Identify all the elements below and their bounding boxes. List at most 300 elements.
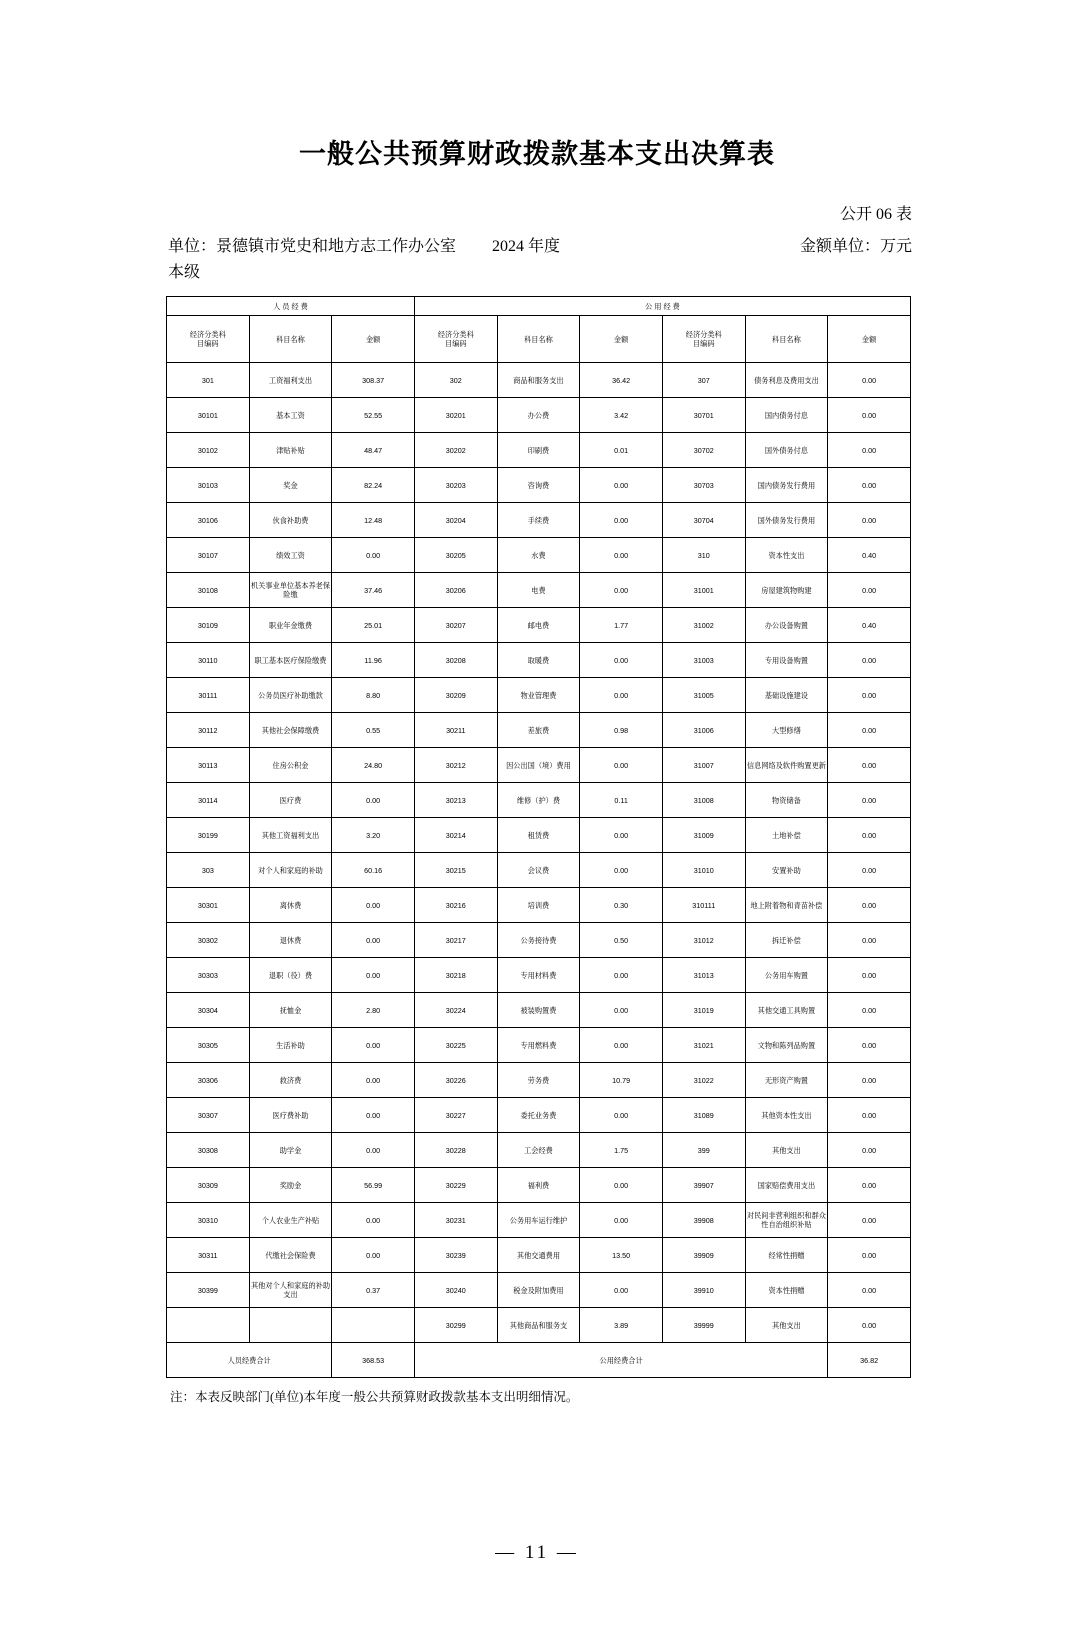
cell-name-public: 差旅费 bbox=[497, 713, 580, 748]
cell-amount-personnel: 0.55 bbox=[332, 713, 415, 748]
table-row bbox=[167, 608, 911, 643]
cell-amount-personnel: 12.48 bbox=[332, 503, 415, 538]
cell-amount-public: 0.98 bbox=[580, 713, 663, 748]
group-header-public: 公 用 经 费 bbox=[414, 297, 910, 316]
cell-name-other: 经常性捐赠 bbox=[745, 1238, 828, 1273]
cell-code-personnel: 30110 bbox=[167, 643, 250, 678]
cell-amount-public: 0.00 bbox=[580, 1203, 663, 1238]
cell-amount-other: 0.00 bbox=[828, 818, 911, 853]
cell-code-personnel: 30303 bbox=[167, 958, 250, 993]
page-number: — 11 — bbox=[495, 1542, 579, 1563]
year-label: 2024 年度 bbox=[492, 238, 561, 255]
table-row bbox=[167, 818, 911, 853]
cell-amount-other: 0.00 bbox=[828, 748, 911, 783]
cell-name-other: 其他支出 bbox=[745, 1308, 828, 1343]
cell-code-public: 30211 bbox=[414, 713, 497, 748]
cell-amount-personnel bbox=[332, 1308, 415, 1343]
cell-amount-personnel: 24.80 bbox=[332, 748, 415, 783]
cell-code-public: 302 bbox=[414, 363, 497, 398]
cell-name-public: 物业管理费 bbox=[497, 678, 580, 713]
cell-amount-other: 0.00 bbox=[828, 1238, 911, 1273]
table-row bbox=[167, 503, 911, 538]
cell-code-other: 31013 bbox=[662, 958, 745, 993]
cell-name-other: 大型修缮 bbox=[745, 713, 828, 748]
cell-name-personnel: 救济费 bbox=[249, 1063, 332, 1098]
col-header-amount-1: 金额 bbox=[332, 316, 415, 363]
cell-amount-other: 0.00 bbox=[828, 1098, 911, 1133]
cell-code-public: 30217 bbox=[414, 923, 497, 958]
cell-code-other: 30701 bbox=[662, 398, 745, 433]
cell-amount-other: 0.00 bbox=[828, 993, 911, 1028]
cell-code-personnel: 30111 bbox=[167, 678, 250, 713]
cell-amount-public: 13.50 bbox=[580, 1238, 663, 1273]
cell-code-personnel: 30102 bbox=[167, 433, 250, 468]
cell-code-public: 30226 bbox=[414, 1063, 497, 1098]
cell-name-public: 公务接待费 bbox=[497, 923, 580, 958]
table-row bbox=[167, 1168, 911, 1203]
cell-name-personnel: 基本工资 bbox=[249, 398, 332, 433]
cell-code-other: 310111 bbox=[662, 888, 745, 923]
cell-code-personnel: 30305 bbox=[167, 1028, 250, 1063]
cell-code-personnel: 30108 bbox=[167, 573, 250, 608]
cell-amount-personnel: 0.00 bbox=[332, 783, 415, 818]
cell-code-public: 30216 bbox=[414, 888, 497, 923]
cell-name-public: 专用燃料费 bbox=[497, 1028, 580, 1063]
amount-unit-label: 金额单位：万元 bbox=[799, 238, 912, 255]
cell-name-personnel: 其他对个人和家庭的补助支出 bbox=[249, 1273, 332, 1308]
cell-amount-public: 36.42 bbox=[580, 363, 663, 398]
cell-amount-other: 0.00 bbox=[828, 958, 911, 993]
cell-amount-personnel: 0.00 bbox=[332, 958, 415, 993]
cell-code-personnel: 30113 bbox=[167, 748, 250, 783]
cell-code-personnel: 30302 bbox=[167, 923, 250, 958]
cell-name-public: 商品和服务支出 bbox=[497, 363, 580, 398]
col-header-amount-2: 金额 bbox=[580, 316, 663, 363]
cell-name-other: 房屋建筑物购建 bbox=[745, 573, 828, 608]
cell-name-personnel: 退休费 bbox=[249, 923, 332, 958]
cell-amount-personnel: 11.96 bbox=[332, 643, 415, 678]
cell-name-other: 专用设备购置 bbox=[745, 643, 828, 678]
table-note: 注：本表反映部门(单位)本年度一般公共预算财政拨款基本支出明细情况。 bbox=[170, 1390, 579, 1404]
table-row bbox=[167, 363, 911, 398]
cell-name-other: 地上附着物和青苗补偿 bbox=[745, 888, 828, 923]
cell-name-other: 国内债务发行费用 bbox=[745, 468, 828, 503]
cell-code-public: 30228 bbox=[414, 1133, 497, 1168]
cell-code-personnel: 30399 bbox=[167, 1273, 250, 1308]
cell-name-public: 劳务费 bbox=[497, 1063, 580, 1098]
cell-code-public: 30201 bbox=[414, 398, 497, 433]
cell-code-personnel: 30309 bbox=[167, 1168, 250, 1203]
col-header-amount-3: 金额 bbox=[828, 316, 911, 363]
cell-amount-public: 0.01 bbox=[580, 433, 663, 468]
cell-code-public: 30202 bbox=[414, 433, 497, 468]
table-row bbox=[167, 923, 911, 958]
cell-name-public: 租赁费 bbox=[497, 818, 580, 853]
cell-amount-public: 0.00 bbox=[580, 958, 663, 993]
cell-amount-public: 0.00 bbox=[580, 993, 663, 1028]
cell-name-public: 被装购置费 bbox=[497, 993, 580, 1028]
cell-code-public: 30203 bbox=[414, 468, 497, 503]
cell-code-personnel: 30109 bbox=[167, 608, 250, 643]
cell-amount-other: 0.00 bbox=[828, 783, 911, 818]
cell-amount-other: 0.40 bbox=[828, 608, 911, 643]
cell-name-personnel: 其他社会保障缴费 bbox=[249, 713, 332, 748]
cell-code-public: 30212 bbox=[414, 748, 497, 783]
cell-name-public: 印刷费 bbox=[497, 433, 580, 468]
col-header-code-1: 经济分类科 目编码 bbox=[167, 316, 250, 363]
cell-amount-personnel: 0.00 bbox=[332, 923, 415, 958]
cell-amount-personnel: 0.00 bbox=[332, 1098, 415, 1133]
cell-code-other: 310 bbox=[662, 538, 745, 573]
cell-code-public: 30239 bbox=[414, 1238, 497, 1273]
cell-amount-other: 0.00 bbox=[828, 398, 911, 433]
cell-name-public: 咨询费 bbox=[497, 468, 580, 503]
cell-amount-other: 0.00 bbox=[828, 923, 911, 958]
cell-code-other: 399 bbox=[662, 1133, 745, 1168]
cell-code-personnel: 30311 bbox=[167, 1238, 250, 1273]
cell-amount-personnel: 0.00 bbox=[332, 1133, 415, 1168]
cell-code-public: 30214 bbox=[414, 818, 497, 853]
cell-amount-public: 0.11 bbox=[580, 783, 663, 818]
page-title: 一般公共预算财政拨款基本支出决算表 bbox=[299, 139, 775, 169]
cell-code-personnel: 30304 bbox=[167, 993, 250, 1028]
cell-name-other: 对民间非营利组织和群众性自治组织补贴 bbox=[745, 1203, 828, 1238]
cell-amount-other: 0.00 bbox=[828, 503, 911, 538]
cell-amount-public: 0.00 bbox=[580, 1028, 663, 1063]
cell-code-public: 30208 bbox=[414, 643, 497, 678]
cell-name-personnel: 伙食补助费 bbox=[249, 503, 332, 538]
cell-amount-personnel: 0.00 bbox=[332, 1203, 415, 1238]
cell-name-other: 物资储备 bbox=[745, 783, 828, 818]
cell-name-public: 邮电费 bbox=[497, 608, 580, 643]
cell-amount-other: 0.00 bbox=[828, 678, 911, 713]
cell-code-personnel: 30106 bbox=[167, 503, 250, 538]
cell-name-public: 福利费 bbox=[497, 1168, 580, 1203]
cell-code-personnel: 30306 bbox=[167, 1063, 250, 1098]
cell-code-other: 31006 bbox=[662, 713, 745, 748]
cell-name-personnel: 住房公积金 bbox=[249, 748, 332, 783]
cell-amount-public: 1.75 bbox=[580, 1133, 663, 1168]
cell-name-other: 债务利息及费用支出 bbox=[745, 363, 828, 398]
cell-code-other: 31012 bbox=[662, 923, 745, 958]
col-header-code-2: 经济分类科 目编码 bbox=[414, 316, 497, 363]
cell-code-other: 31009 bbox=[662, 818, 745, 853]
cell-amount-public: 0.50 bbox=[580, 923, 663, 958]
cell-name-public: 培训费 bbox=[497, 888, 580, 923]
cell-amount-public: 3.42 bbox=[580, 398, 663, 433]
cell-amount-personnel: 48.47 bbox=[332, 433, 415, 468]
cell-name-personnel: 抚恤金 bbox=[249, 993, 332, 1028]
cell-name-personnel: 其他工资福利支出 bbox=[249, 818, 332, 853]
table-totals-row bbox=[167, 1343, 911, 1378]
cell-name-public: 因公出国（境）费用 bbox=[497, 748, 580, 783]
table-row bbox=[167, 958, 911, 993]
cell-amount-other: 0.00 bbox=[828, 433, 911, 468]
cell-name-personnel: 公务员医疗补助缴款 bbox=[249, 678, 332, 713]
cell-name-personnel: 绩效工资 bbox=[249, 538, 332, 573]
cell-name-public: 手续费 bbox=[497, 503, 580, 538]
total-label-public: 公用经费合计 bbox=[414, 1343, 827, 1378]
cell-name-other: 拆迁补偿 bbox=[745, 923, 828, 958]
cell-code-other: 30704 bbox=[662, 503, 745, 538]
table-row bbox=[167, 993, 911, 1028]
table-row bbox=[167, 888, 911, 923]
cell-amount-public: 10.79 bbox=[580, 1063, 663, 1098]
table-row bbox=[167, 713, 911, 748]
cell-amount-public: 0.00 bbox=[580, 678, 663, 713]
cell-amount-public: 0.00 bbox=[580, 643, 663, 678]
cell-amount-public: 0.00 bbox=[580, 853, 663, 888]
sheet-number: 公开 06 表 bbox=[839, 206, 912, 223]
cell-name-other: 国内债务付息 bbox=[745, 398, 828, 433]
table-row bbox=[167, 433, 911, 468]
total-value-personnel: 368.53 bbox=[332, 1343, 415, 1378]
cell-name-other: 无形资产购置 bbox=[745, 1063, 828, 1098]
cell-amount-other: 0.00 bbox=[828, 1203, 911, 1238]
cell-amount-personnel: 56.99 bbox=[332, 1168, 415, 1203]
col-header-name-1: 科目名称 bbox=[249, 316, 332, 363]
cell-amount-personnel: 0.00 bbox=[332, 1063, 415, 1098]
cell-name-other: 国外债务发行费用 bbox=[745, 503, 828, 538]
cell-code-personnel: 303 bbox=[167, 853, 250, 888]
cell-code-other: 31019 bbox=[662, 993, 745, 1028]
table-row bbox=[167, 538, 911, 573]
cell-code-personnel: 30114 bbox=[167, 783, 250, 818]
cell-name-personnel: 个人农业生产补贴 bbox=[249, 1203, 332, 1238]
total-value-public: 36.82 bbox=[828, 1343, 911, 1378]
cell-name-public: 办公费 bbox=[497, 398, 580, 433]
cell-amount-other: 0.00 bbox=[828, 1028, 911, 1063]
cell-code-personnel: 30103 bbox=[167, 468, 250, 503]
cell-code-other: 31001 bbox=[662, 573, 745, 608]
cell-amount-other: 0.00 bbox=[828, 1133, 911, 1168]
table-row bbox=[167, 1028, 911, 1063]
cell-name-personnel: 医疗费 bbox=[249, 783, 332, 818]
cell-code-personnel: 30107 bbox=[167, 538, 250, 573]
cell-amount-personnel: 25.01 bbox=[332, 608, 415, 643]
cell-name-personnel: 奖励金 bbox=[249, 1168, 332, 1203]
cell-amount-personnel: 82.24 bbox=[332, 468, 415, 503]
cell-name-personnel: 机关事业单位基本养老保险缴 bbox=[249, 573, 332, 608]
cell-amount-public: 0.00 bbox=[580, 1273, 663, 1308]
cell-name-other: 其他交通工具购置 bbox=[745, 993, 828, 1028]
cell-code-personnel: 30199 bbox=[167, 818, 250, 853]
total-label-personnel: 人员经费合计 bbox=[167, 1343, 332, 1378]
cell-name-personnel: 退职（役）费 bbox=[249, 958, 332, 993]
table-row bbox=[167, 853, 911, 888]
cell-amount-other: 0.00 bbox=[828, 1168, 911, 1203]
cell-amount-personnel: 0.00 bbox=[332, 888, 415, 923]
unit-label: 单位：景德镇市党史和地方志工作办公室本级 bbox=[168, 238, 457, 281]
cell-amount-public: 0.30 bbox=[580, 888, 663, 923]
cell-amount-other: 0.00 bbox=[828, 573, 911, 608]
cell-amount-other: 0.40 bbox=[828, 538, 911, 573]
cell-name-public: 取暖费 bbox=[497, 643, 580, 678]
cell-name-public: 委托业务费 bbox=[497, 1098, 580, 1133]
table-row bbox=[167, 468, 911, 503]
cell-amount-public: 0.00 bbox=[580, 503, 663, 538]
cell-code-personnel: 30310 bbox=[167, 1203, 250, 1238]
table-row bbox=[167, 398, 911, 433]
cell-code-other: 31010 bbox=[662, 853, 745, 888]
cell-code-public: 30213 bbox=[414, 783, 497, 818]
table-row bbox=[167, 1203, 911, 1238]
cell-name-other: 办公设备购置 bbox=[745, 608, 828, 643]
cell-code-personnel bbox=[167, 1308, 250, 1343]
cell-name-personnel: 奖金 bbox=[249, 468, 332, 503]
cell-name-public: 公务用车运行维护 bbox=[497, 1203, 580, 1238]
cell-code-other: 31008 bbox=[662, 783, 745, 818]
cell-name-other: 国家赔偿费用支出 bbox=[745, 1168, 828, 1203]
cell-amount-public: 0.00 bbox=[580, 818, 663, 853]
cell-amount-public: 1.77 bbox=[580, 608, 663, 643]
cell-code-other: 39910 bbox=[662, 1273, 745, 1308]
cell-name-other: 安置补助 bbox=[745, 853, 828, 888]
cell-name-public: 电费 bbox=[497, 573, 580, 608]
table-row bbox=[167, 1238, 911, 1273]
cell-code-public: 30231 bbox=[414, 1203, 497, 1238]
cell-name-public: 专用材料费 bbox=[497, 958, 580, 993]
cell-amount-personnel: 0.00 bbox=[332, 1028, 415, 1063]
cell-name-personnel: 代缴社会保险费 bbox=[249, 1238, 332, 1273]
cell-name-public: 会议费 bbox=[497, 853, 580, 888]
cell-code-personnel: 30301 bbox=[167, 888, 250, 923]
cell-name-other: 文物和陈列品购置 bbox=[745, 1028, 828, 1063]
cell-name-other: 资本性支出 bbox=[745, 538, 828, 573]
cell-amount-other: 0.00 bbox=[828, 713, 911, 748]
cell-name-other: 国外债务付息 bbox=[745, 433, 828, 468]
cell-code-other: 39908 bbox=[662, 1203, 745, 1238]
group-header-personnel: 人 员 经 费 bbox=[167, 297, 415, 316]
col-header-name-2: 科目名称 bbox=[497, 316, 580, 363]
cell-code-public: 30215 bbox=[414, 853, 497, 888]
cell-code-public: 30207 bbox=[414, 608, 497, 643]
table-row bbox=[167, 678, 911, 713]
cell-name-other: 公务用车购置 bbox=[745, 958, 828, 993]
cell-code-public: 30227 bbox=[414, 1098, 497, 1133]
cell-amount-public: 0.00 bbox=[580, 1098, 663, 1133]
cell-name-personnel: 生活补助 bbox=[249, 1028, 332, 1063]
cell-amount-public: 0.00 bbox=[580, 1168, 663, 1203]
col-header-code-3: 经济分类科 目编码 bbox=[662, 316, 745, 363]
cell-amount-personnel: 308.37 bbox=[332, 363, 415, 398]
table-row bbox=[167, 1273, 911, 1308]
cell-name-personnel: 职工基本医疗保险缴费 bbox=[249, 643, 332, 678]
cell-name-public: 维修（护）费 bbox=[497, 783, 580, 818]
cell-name-personnel bbox=[249, 1308, 332, 1343]
cell-amount-other: 0.00 bbox=[828, 1273, 911, 1308]
cell-code-public: 30205 bbox=[414, 538, 497, 573]
cell-code-public: 30204 bbox=[414, 503, 497, 538]
cell-amount-personnel: 0.00 bbox=[332, 1238, 415, 1273]
cell-code-public: 30218 bbox=[414, 958, 497, 993]
cell-code-other: 31089 bbox=[662, 1098, 745, 1133]
table-row bbox=[167, 783, 911, 818]
cell-amount-public: 0.00 bbox=[580, 573, 663, 608]
cell-amount-personnel: 2.80 bbox=[332, 993, 415, 1028]
cell-code-other: 30702 bbox=[662, 433, 745, 468]
cell-name-personnel: 离休费 bbox=[249, 888, 332, 923]
cell-amount-personnel: 0.00 bbox=[332, 538, 415, 573]
document-page bbox=[0, 132, 1074, 1652]
col-header-name-3: 科目名称 bbox=[745, 316, 828, 363]
cell-name-personnel: 津贴补贴 bbox=[249, 433, 332, 468]
cell-code-public: 30224 bbox=[414, 993, 497, 1028]
cell-name-other: 其他支出 bbox=[745, 1133, 828, 1168]
cell-name-personnel: 职业年金缴费 bbox=[249, 608, 332, 643]
table-row bbox=[167, 643, 911, 678]
cell-code-other: 31022 bbox=[662, 1063, 745, 1098]
cell-amount-public: 3.89 bbox=[580, 1308, 663, 1343]
cell-amount-other: 0.00 bbox=[828, 853, 911, 888]
cell-code-personnel: 30101 bbox=[167, 398, 250, 433]
meta-row bbox=[0, 234, 1074, 292]
cell-code-other: 39907 bbox=[662, 1168, 745, 1203]
cell-amount-other: 0.00 bbox=[828, 468, 911, 503]
cell-code-public: 30209 bbox=[414, 678, 497, 713]
table-row bbox=[167, 1308, 911, 1343]
cell-name-personnel: 医疗费补助 bbox=[249, 1098, 332, 1133]
cell-code-other: 307 bbox=[662, 363, 745, 398]
cell-name-other: 基础设施建设 bbox=[745, 678, 828, 713]
cell-name-other: 土地补偿 bbox=[745, 818, 828, 853]
cell-code-personnel: 301 bbox=[167, 363, 250, 398]
cell-name-public: 水费 bbox=[497, 538, 580, 573]
table-group-header-row bbox=[167, 297, 911, 316]
cell-amount-personnel: 52.55 bbox=[332, 398, 415, 433]
table-column-header-row bbox=[167, 316, 911, 363]
cell-code-other: 39999 bbox=[662, 1308, 745, 1343]
cell-code-public: 30299 bbox=[414, 1308, 497, 1343]
cell-name-other: 资本性捐赠 bbox=[745, 1273, 828, 1308]
cell-amount-other: 0.00 bbox=[828, 1308, 911, 1343]
cell-name-public: 税金及附加费用 bbox=[497, 1273, 580, 1308]
cell-code-other: 31007 bbox=[662, 748, 745, 783]
cell-amount-other: 0.00 bbox=[828, 888, 911, 923]
cell-name-public: 其他交通费用 bbox=[497, 1238, 580, 1273]
cell-code-other: 31005 bbox=[662, 678, 745, 713]
cell-name-personnel: 对个人和家庭的补助 bbox=[249, 853, 332, 888]
cell-name-public: 工会经费 bbox=[497, 1133, 580, 1168]
cell-code-other: 39909 bbox=[662, 1238, 745, 1273]
cell-code-personnel: 30112 bbox=[167, 713, 250, 748]
cell-amount-other: 0.00 bbox=[828, 363, 911, 398]
cell-amount-public: 0.00 bbox=[580, 538, 663, 573]
table-row bbox=[167, 573, 911, 608]
cell-code-public: 30206 bbox=[414, 573, 497, 608]
cell-amount-personnel: 37.46 bbox=[332, 573, 415, 608]
cell-code-personnel: 30307 bbox=[167, 1098, 250, 1133]
cell-code-other: 30703 bbox=[662, 468, 745, 503]
cell-amount-personnel: 60.16 bbox=[332, 853, 415, 888]
table-row bbox=[167, 1133, 911, 1168]
cell-amount-personnel: 8.80 bbox=[332, 678, 415, 713]
budget-table bbox=[166, 296, 911, 1378]
cell-name-public: 其他商品和服务支 bbox=[497, 1308, 580, 1343]
cell-code-public: 30240 bbox=[414, 1273, 497, 1308]
cell-amount-public: 0.00 bbox=[580, 468, 663, 503]
cell-name-personnel: 助学金 bbox=[249, 1133, 332, 1168]
table-row bbox=[167, 1063, 911, 1098]
cell-code-public: 30225 bbox=[414, 1028, 497, 1063]
cell-code-other: 31002 bbox=[662, 608, 745, 643]
cell-amount-personnel: 0.37 bbox=[332, 1273, 415, 1308]
cell-amount-public: 0.00 bbox=[580, 748, 663, 783]
cell-amount-other: 0.00 bbox=[828, 643, 911, 678]
cell-code-personnel: 30308 bbox=[167, 1133, 250, 1168]
table-row bbox=[167, 1098, 911, 1133]
cell-name-other: 其他资本性支出 bbox=[745, 1098, 828, 1133]
